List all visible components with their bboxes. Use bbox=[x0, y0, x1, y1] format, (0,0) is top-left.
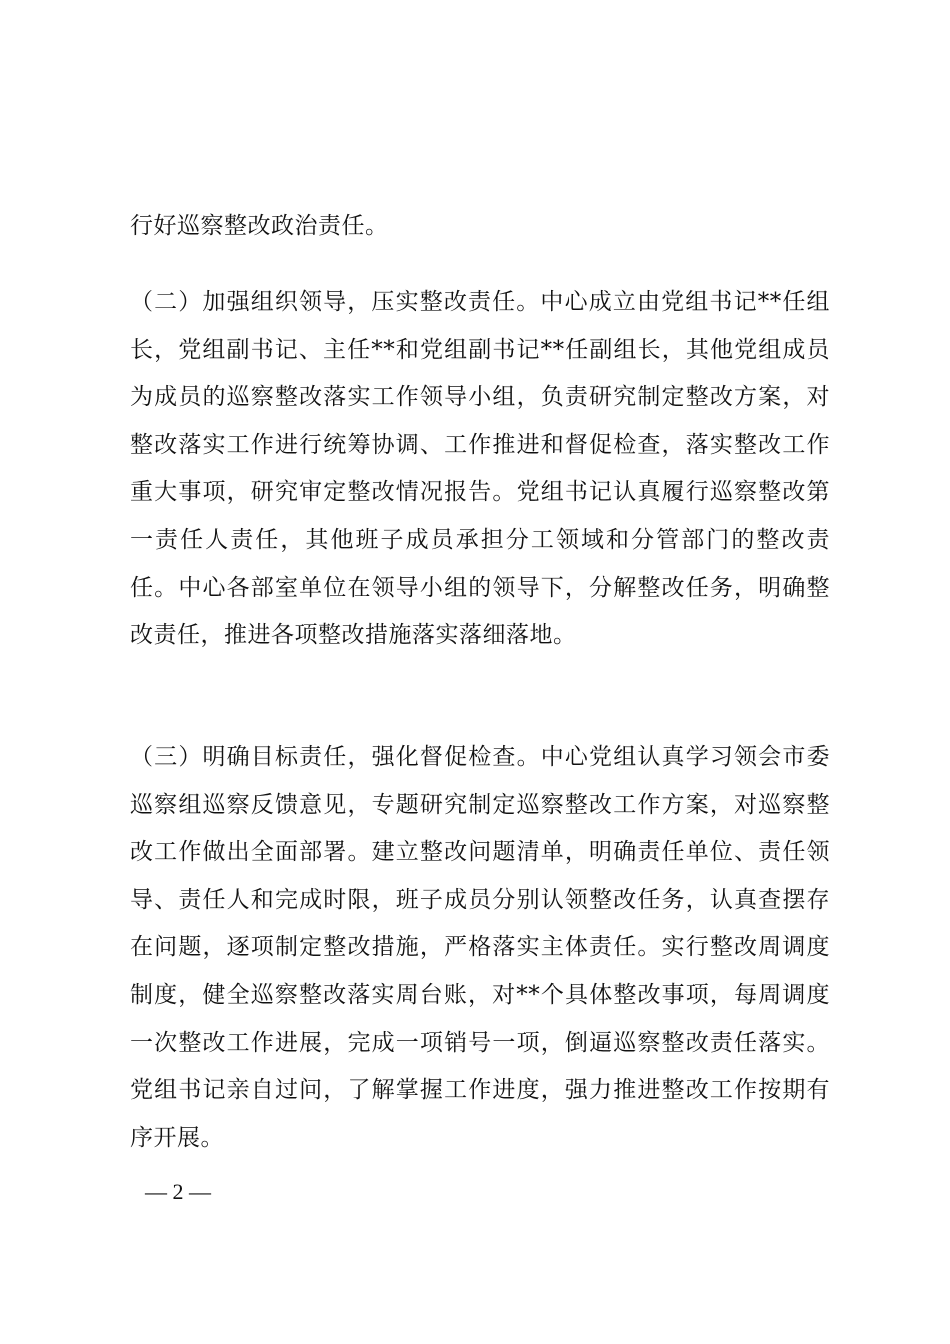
paragraph-text: 行好巡察整改政治责任。 bbox=[130, 213, 389, 239]
paragraph-organization-leadership bbox=[130, 256, 830, 683]
paragraph-text: （二）加强组织领导，压实整改责任。中心成立由党组书记**任组长，党组副书记、主任**和党组副书记**任副组长，其他党组成员为成员的巡察整改落实工作领导小组，负责研究制定整改方案，对整改落实工作进行统筹协调、工作推进和督促检查，落实整改工作重大事项，研究审定整改情况报告。党组书记认真履行巡察整改第一责任人责任，其他班子成员承担分工领域和分管部门的整改责任。中心各部室单位在领导小组的领导下，分解整改任务，明确整改责任，推进各项整改措施落实落细落地。 bbox=[130, 289, 830, 649]
page-number: — 2 — bbox=[145, 1179, 211, 1204]
paragraph-text: （三）明确目标责任，强化督促检查。中心党组认真学习领会市委巡察组巡察反馈意见，专题研究制定巡察整改工作方案，对巡察整改工作做出全面部署。建立整改问题清单，明确责任单位、责任领导、责任人和完成时限，班子成员分别认领整改任务，认真查摆存在问题，逐项制定整改措施，严格落实主体责任。实行整改周调度制度，健全巡察整改落实周台账，对**个具体整改事项，每周调度一次整改工作进展，完成一项销号一项，倒逼巡察整改责任落实。党组书记亲自过问，了解掌握工作进度，强力推进整改工作按期有序开展。 bbox=[130, 744, 830, 1151]
paragraph-target-responsibility bbox=[130, 711, 830, 1185]
